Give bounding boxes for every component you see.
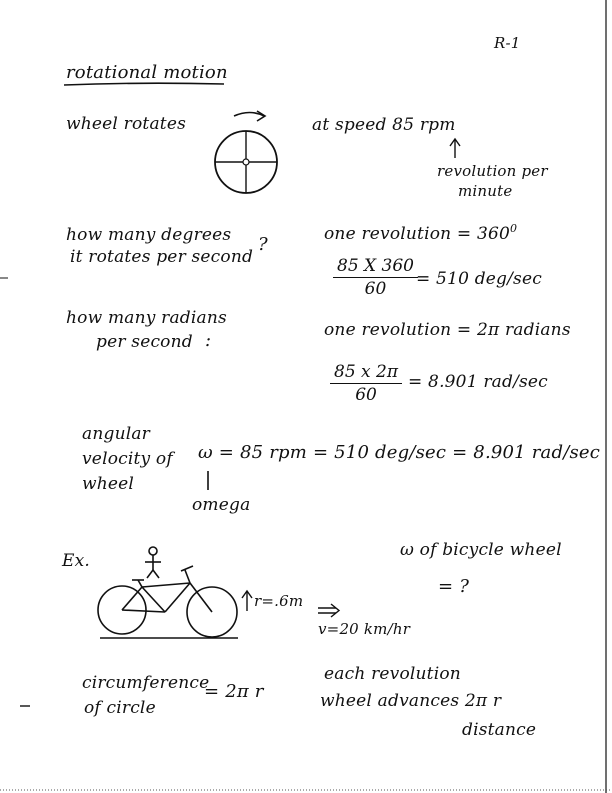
radians-question-mark: : — [205, 330, 212, 351]
radius-arrow-icon — [242, 591, 252, 611]
speed-label: v=20 km/hr — [318, 620, 411, 638]
radians-calc-fraction — [330, 364, 402, 404]
example-question-line1: ω of bicycle wheel — [400, 540, 562, 560]
speed-text: at speed 85 rpm — [312, 115, 456, 135]
rpm-note-line1: revolution per — [437, 162, 548, 180]
bicycle-icon — [98, 547, 237, 637]
title-underline — [64, 83, 224, 85]
wheel-rotates-text: wheel rotates — [66, 114, 187, 134]
degrees-question-line1: how many degrees — [66, 225, 232, 245]
page-label: R-1 — [494, 34, 521, 52]
radians-fact: one revolution = 2π radians — [324, 320, 571, 340]
circumference-line1: circumference — [82, 673, 210, 693]
degrees-calc-fraction — [333, 258, 418, 298]
angular-velocity-equation: ω = 85 rpm = 510 deg/sec = 8.901 rad/sec — [198, 442, 601, 463]
angular-velocity-line3: wheel — [82, 474, 135, 494]
up-arrow-icon — [450, 139, 460, 158]
radius-label: r=.6m — [254, 592, 304, 610]
radians-calc-denominator: 60 — [355, 385, 377, 405]
degrees-calc-denominator: 60 — [364, 279, 387, 299]
example-label: Ex. — [62, 551, 91, 571]
degrees-fact: one revolution = $360^0$ — [324, 222, 518, 244]
radians-question-line1: how many radians — [66, 308, 227, 328]
degrees-question-mark: ? — [258, 234, 268, 255]
velocity-arrow-icon — [318, 604, 339, 617]
rotating-wheel-icon — [215, 131, 277, 193]
degrees-calc-result: = 510 deg/sec — [416, 269, 542, 289]
angular-velocity-line2: velocity of — [82, 449, 173, 469]
example-question-line2: = ? — [438, 576, 470, 597]
degrees-calc-numerator: 85 X 360 — [333, 258, 418, 278]
advance-line2: wheel advances 2π r — [320, 691, 502, 711]
circumference-line2: of circle — [84, 698, 156, 718]
circumference-formula: = 2π r — [204, 681, 264, 702]
omega-label: omega — [192, 495, 251, 515]
radians-calc-numerator: 85 x 2π — [330, 364, 402, 384]
advance-line3: distance — [462, 720, 537, 740]
rpm-note-line2: minute — [458, 182, 513, 200]
radians-calc-result: = 8.901 rad/sec — [408, 372, 548, 392]
angular-velocity-line1: angular — [82, 424, 151, 444]
page-title: rotational motion — [66, 62, 228, 83]
radians-question-line2: per second — [96, 332, 193, 352]
degrees-question-line2: it rotates per second — [70, 247, 254, 267]
advance-line1: each revolution — [324, 664, 461, 684]
